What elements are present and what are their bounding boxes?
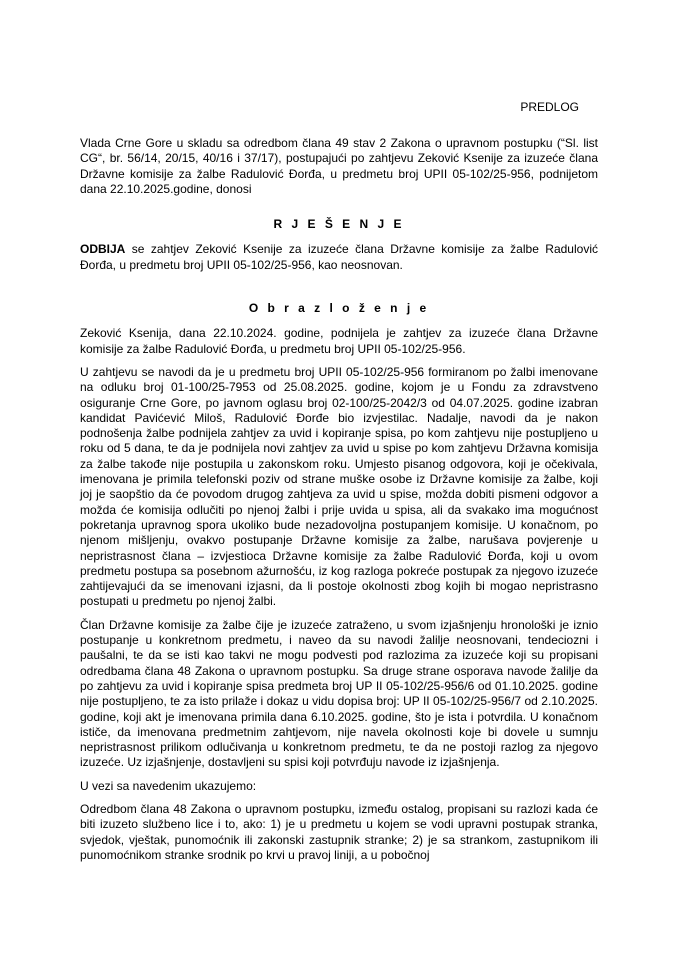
reasoning-paragraph: U vezi sa navedenim ukazujemo:: [80, 778, 257, 793]
document-status-label: PREDLOG: [520, 100, 579, 114]
decision-lead: ODBIJA: [80, 242, 126, 257]
reasoning-paragraph: Član Državne komisije za žalbe čije je izuzeće zatraženo, u svom izjašnjenju hronološki je iznio postupanje u konkretnom predmetu, i naveo da su navodi žalilje neosnovani, tendeciozni i paušalni, te da se isti kao takvi ne mogu podvesti pod razlozima za izuzeće koji su propisani odredbama člana 48 Zakona o upravnom postupku. Sa druge strane osporava navode žalilje da po zahtjevu za uvid i kopiranje spisa predmeta broj UP II 05-102/25-956/6 od 01.10.2025. godine nije postupljeno, te za isto prilaže i dokaz u vidu dopisa broj: UP II 05-102/25-956/7 od 2.10.2025. godine, koji akt je imenovana primila dana 6.10.2025. godine, što je ista i potvrdila. U konačnom ističe, da imenovana predmetnim zahtjevom, nije navela okolnosti koje bi dovele u sumnju nepristrasnost prilikom odlučivanja u konkretnom predmetu, te da ne postoji razlog za njegovo izuzeće. Uz izjašnjenje, dostavljeni su spisi koji potvrđuju navode iz izjašnjenja.: [80, 617, 598, 770]
reasoning-paragraph: Odredbom člana 48 Zakona o upravnom postupku, između ostalog, propisani su razlozi kada će biti izuzeto službeno lice i to, ako: 1) je u predmetu u kojem se vodi upravni postupak stranka, svjedok, vještak, punomoćnik ili zakonski zastupnik stranke; 2) je sa strankom, zastupnikom ili punomoćnikom stranke srodnik po krvi u pravoj liniji, a u pobočnoj: [80, 801, 598, 862]
decision-paragraph: [80, 242, 598, 273]
decision-text: se zahtjev Zeković Ksenije za izuzeće člana Državne komisije za žalbe Radulović Đorđa, u predmetu broj UPII 05-102/25-956, kao neosnovan.: [80, 242, 598, 272]
reasoning-paragraph: Zeković Ksenija, dana 22.10.2024. godine, podnijela je zahtjev za izuzeće člana Državne komisije za žalbe Radulović Đorđa, u predmetu broj UPII 05-102/25-956.: [80, 326, 598, 356]
reasoning-title: O b r a z l o ž e n j e: [248, 301, 430, 316]
decision-title: R J E Š E N J E: [273, 217, 405, 232]
document-body: [80, 136, 598, 871]
reasoning-paragraph: U zahtjevu se navodi da je u predmetu broj UPII 05-102/25-956 formiranom po žalbi imenovane na odluku broj 01-100/25-7953 od 25.08.2025. godine, kojom je u Fondu za zdravstveno osiguranje Crne Gore, po javnom oglasu broj 02-100/25-2042/3 od 04.07.2025. godine izabran kandidat Pavićević Miloš, Radulović Đorđe bio izvjestilac. Nadalje, navodi da je nakon podnošenja žalbe podnijela zahtjev za uvid i kopiranje spisa, po kom zahtjevu nije postupljeno u roku od 5 dana, te da je podnijela novi zahtjev za uvid u spise po kom zahtjevu Državna komisija za žalbe takođe nije postupila u zakonskom roku. Umjesto pisanog odgovora, koji je očekivala, imenovana je primila telefonski poziv od strane muške osobe iz Državne komisije za žalbe, koji joj je saopštio da će povodom drugog zahtjeva za uvid u spise, možda dobiti pismeni odgovor a možda će komisija odlučiti po njenoj žalbi i prije uvida u spisa, ali da svakako ima mogućnost pokretanja upravnog spora ukoliko bude nezadovoljna postupanjem komisije. U konačnom, po njenom mišljenju, ovakvo postupanje Državne komisije za žalbe, narušava povjerenje u nepristrasnost člana – izvjestioca Državne komisije za žalbe Radulović Đorđa, koji u ovom predmetu postupa sa posebnom ažurnošću, iz kog razloga pokreće postupak za njegovo izuzeće zahtijevajući da se imenovani izjasni, da li postoje okolnosti zbog kojih bi mogao nepristrasno postupati u predmetu po njenoj žalbi.: [80, 364, 598, 609]
intro-paragraph: Vlada Crne Gore u skladu sa odredbom člana 49 stav 2 Zakona o upravnom postupku (“Sl. list CG“, br. 56/14, 20/15, 40/16 i 37/17), postupajući po zahtjevu Zeković Ksenije za izuzeće člana Državne komisije za žalbe Radulović Đorđa, u predmetu broj UPII 05-102/25-956, podnijetom dana 22.10.2025.godine, donosi: [80, 136, 598, 196]
